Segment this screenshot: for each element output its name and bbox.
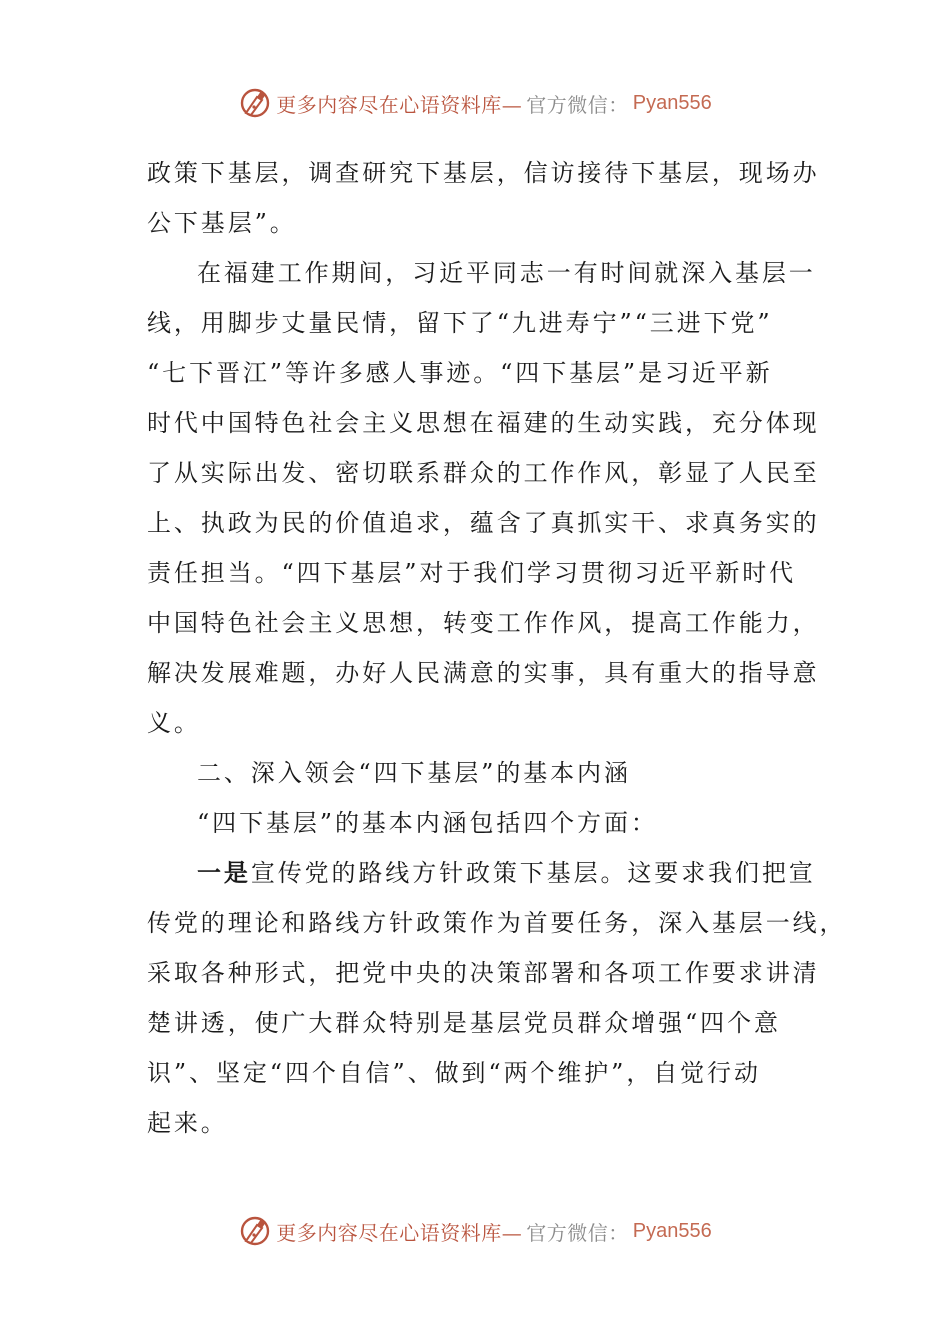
text-line: “七下晋江”等许多感人事迹。“四下基层”是习近平新 (147, 359, 773, 387)
text-line: 中国特色社会主义思想，转变工作作风，提高工作能力， (147, 609, 820, 637)
paragraph-start-line (147, 848, 816, 898)
text-line: 责任担当。“四下基层”对于我们学习贯彻习近平新时代 (147, 559, 797, 587)
pen-nib-circle-icon (238, 86, 272, 120)
text-line: 义。 (147, 709, 201, 737)
text-line: 楚讲透，使广大群众特别是基层党员群众增强“四个意 (147, 1009, 781, 1037)
banner-wechat-id: Pyan556 (632, 1219, 712, 1242)
text-line: 解决发展难题，办好人民满意的实事，具有重大的指导意 (147, 659, 820, 687)
text-line: 了从实际出发、密切联系群众的工作作风，彰显了人民至 (147, 459, 820, 487)
paragraph-start-line: “四下基层”的基本内涵包括四个方面： (197, 809, 658, 837)
text-line: 传党的理论和路线方针政策作为首要任务，深入基层一线， (147, 909, 847, 937)
banner-wechat-label: 官方微信： (526, 1220, 629, 1245)
bold-lead-text: 一是 (197, 858, 251, 887)
footer-watermark-banner (0, 1209, 950, 1253)
pen-nib-circle-icon (238, 1214, 272, 1248)
text-line: 上、执政为民的价值追求，蕴含了真抓实干、求真务实的 (147, 509, 820, 537)
banner-wechat-label: 官方微信： (526, 92, 629, 117)
banner-text: 更多内容尽在心语资料库— (276, 92, 523, 117)
header-watermark-banner (0, 81, 950, 125)
document-body (147, 148, 847, 1148)
text-line-remainder: 宣传党的路线方针政策下基层。这要求我们把宣 (250, 859, 816, 887)
text-line: 政策下基层，调查研究下基层，信访接待下基层，现场办 (147, 159, 820, 187)
text-line: 起来。 (147, 1109, 228, 1137)
text-line: 时代中国特色社会主义思想在福建的生动实践，充分体现 (147, 409, 820, 437)
paragraph-start-line: 在福建工作期间，习近平同志一有时间就深入基层一 (197, 259, 816, 287)
banner-wechat-id: Pyan556 (632, 91, 712, 114)
banner-text: 更多内容尽在心语资料库— (276, 1220, 523, 1245)
text-line: 采取各种形式，把党中央的决策部署和各项工作要求讲清 (147, 959, 820, 987)
text-line: 线，用脚步丈量民情，留下了“九进寿宁”“三进下党” (147, 309, 773, 337)
section-heading: 二、深入领会“四下基层”的基本内涵 (197, 759, 631, 787)
text-line: 识”、坚定“四个自信”、做到“两个维护”，自觉行动 (147, 1059, 761, 1087)
text-line: 公下基层”。 (147, 209, 297, 237)
